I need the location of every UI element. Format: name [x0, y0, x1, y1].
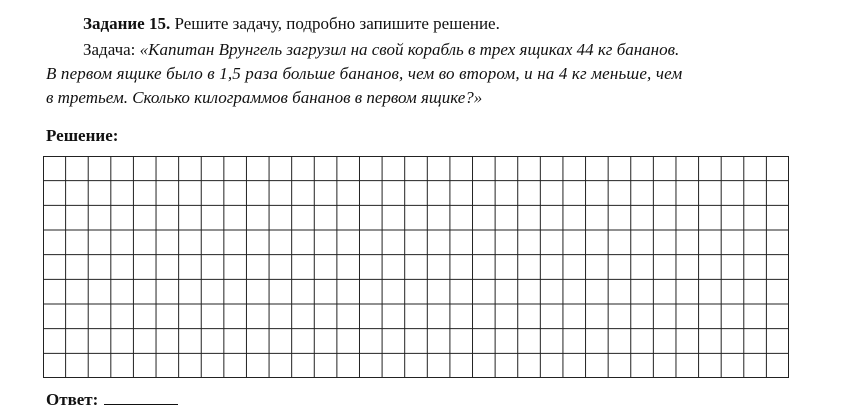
answer-row [46, 390, 178, 410]
problem-label: Задача: [83, 40, 136, 59]
answer-label: Ответ: [46, 390, 99, 409]
task-header [83, 14, 500, 34]
task-instruction: Решите задачу, подробно запишите решение. [174, 14, 500, 33]
solution-grid[interactable] [43, 156, 789, 378]
problem-text-3: в третьем. Сколько килограммов бананов в первом ящике?» [46, 88, 483, 107]
problem-text-1: «Капитан Врунгель загрузил на свой корабль в трех ящиках 44 кг бананов. [139, 40, 680, 59]
task-heading: Задание 15. [83, 14, 171, 33]
problem-text-2: В первом ящике было в 1,5 раза больше бананов, чем во втором, и на 4 кг меньше, чем [46, 64, 683, 83]
answer-blank-line[interactable] [104, 390, 178, 405]
solution-label: Решение: [46, 126, 119, 145]
problem-line-1 [83, 40, 679, 60]
